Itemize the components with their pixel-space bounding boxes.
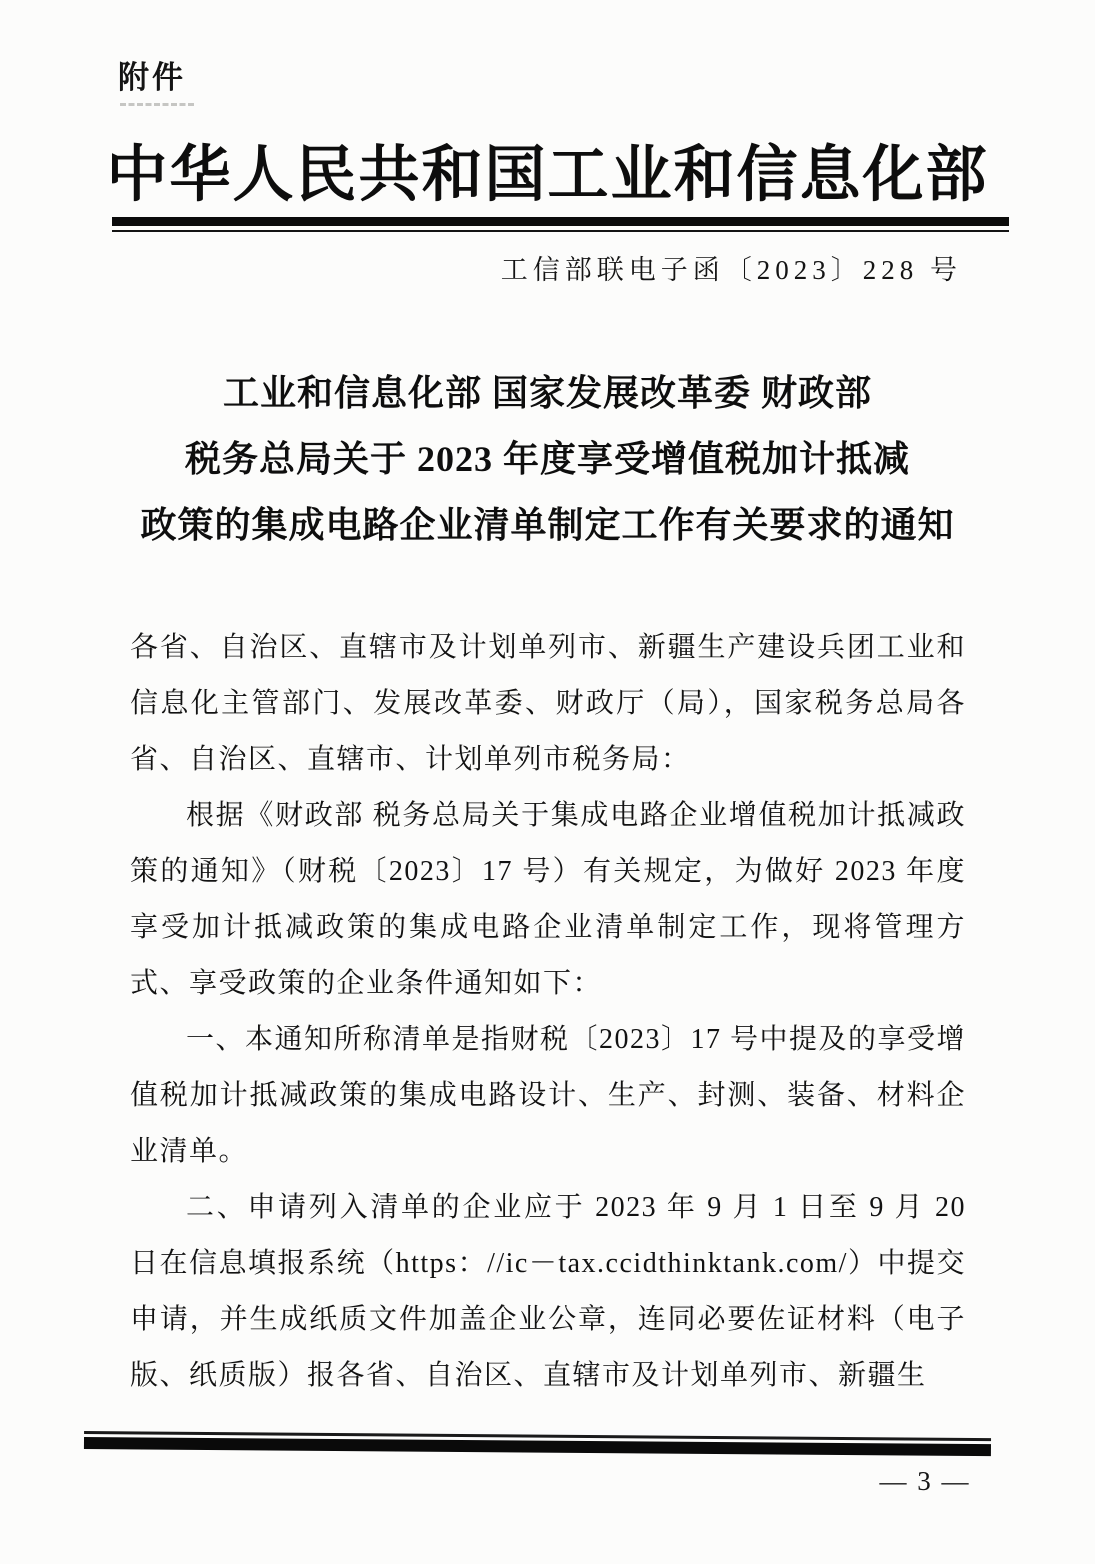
paragraph-item-2: 二、申请列入清单的企业应于 2023 年 9 月 1 日至 9 月 20 日在信息填报系统（https：//ic－tax.ccidthinktank.com/）中提交申请，并生成纸质文件加盖企业公章，连同必要佐证材料（电子版、纸质版）报各省、自治区、直辖市及计划单列市、新疆生 <box>130 1192 966 1391</box>
page-number: — 3 — <box>879 1466 971 1496</box>
attachment-underline-artifact <box>120 103 194 106</box>
document-title-line-1: 工业和信息化部 国家发展改革委 财政部 <box>222 373 872 413</box>
letterhead-rule-thin <box>112 230 1009 232</box>
attachment-label: 附件 <box>118 60 186 95</box>
letterhead-double-rule <box>112 217 1009 232</box>
agency-letterhead-title: 中华人民共和国工业和信息化部 <box>106 142 989 209</box>
paragraph-item-1: 一、本通知所称清单是指财税〔2023〕17 号中提及的享受增值税加计抵减政策的集成电路设计、生产、封测、装备、材料企业清单。 <box>130 1024 967 1167</box>
paragraph-basis: 根据《财政部 税务总局关于集成电路企业增值税加计抵减政策的通知》（财税〔2023〕17 号）有关规定，为做好 2023 年度享受加计抵减政策的集成电路企业清单制定工作，现将管理方式、享受政策的企业条件通知如下： <box>130 800 966 999</box>
paragraph-addressees: 各省、自治区、直辖市及计划单列市、新疆生产建设兵团工业和信息化主管部门、发展改革委、财政厅（局），国家税务总局各省、自治区、直辖市、计划单列市税务局： <box>130 632 966 775</box>
document-title-line-2: 税务总局关于 2023 年度享受增值税加计抵减 <box>184 439 910 479</box>
document-reference-number: 工信部联电子函〔2023〕228 号 <box>500 255 962 285</box>
document-title-line-3: 政策的集成电路企业清单制定工作有关要求的通知 <box>140 505 955 545</box>
letterhead-rule-thick <box>112 217 1009 226</box>
document-body <box>130 620 966 1404</box>
document-title <box>60 360 1035 558</box>
scan-edge-artifact-bar <box>84 1431 991 1456</box>
